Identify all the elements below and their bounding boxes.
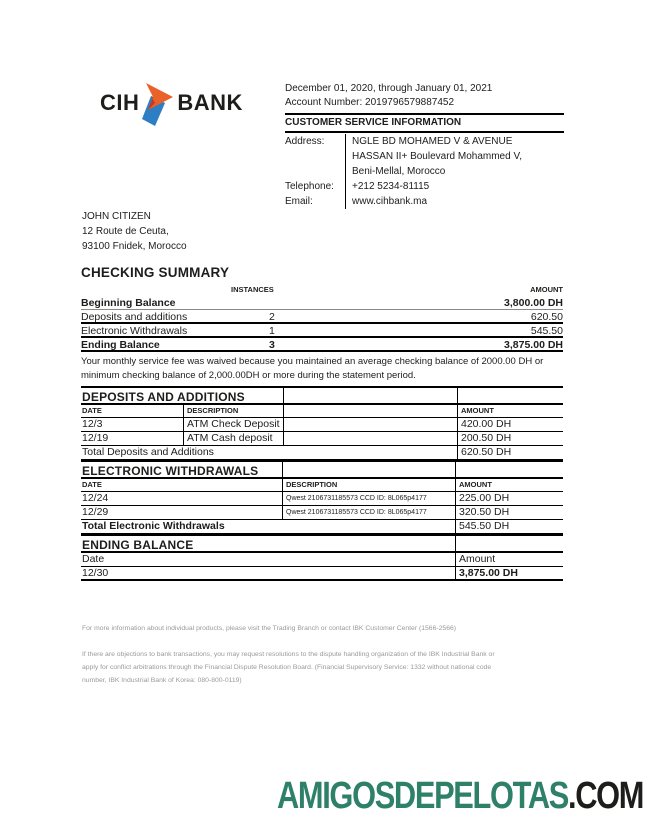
customer-service-title: CUSTOMER SERVICE INFORMATION: [285, 113, 564, 133]
total-label: Total Electronic Withdrawals: [82, 520, 225, 532]
statement-body: [81, 265, 563, 581]
deposits-table-row: [81, 418, 563, 432]
row-amount: 545.50: [530, 325, 563, 337]
transaction-description: ATM Check Deposit: [183, 418, 283, 431]
total-amount: 620.50 DH: [457, 446, 563, 459]
spacer: [283, 432, 457, 445]
logo-cih-text: CIH: [100, 90, 140, 115]
spacer: [455, 462, 563, 480]
email-value: www.cihbank.ma: [352, 196, 428, 207]
summary-row-beginning-balance: [81, 296, 563, 310]
withdrawals-table-row: [81, 506, 563, 520]
withdrawals-total-row: [81, 520, 563, 534]
watermark: [277, 774, 643, 817]
withdrawals-section-title: ELECTRONIC WITHDRAWALS: [82, 464, 259, 478]
address-line-2: HASSAN II+ Boulevard Mohammed V,: [352, 151, 522, 162]
spacer: [283, 388, 457, 406]
summary-row-ending-balance: [81, 338, 563, 352]
service-labels: [285, 134, 345, 209]
transaction-date: 12/19: [82, 432, 109, 444]
amount-column-header: AMOUNT: [457, 405, 563, 417]
withdrawals-table-row: [81, 492, 563, 506]
address-line-3: Beni-Mellal, Morocco: [352, 166, 446, 177]
logo-arrow-icon: [142, 82, 174, 133]
footer-note-1: For more information about individual products, please visit the Trading Branch or contact IBK Customer Center (1566-2566): [82, 625, 457, 632]
row-instances: 2: [269, 311, 275, 323]
spacer: [283, 405, 457, 417]
ending-balance-row: [81, 567, 563, 581]
row-label: Electronic Withdrawals: [81, 325, 188, 337]
spacer: [283, 418, 457, 431]
withdrawals-section-title-row: [81, 460, 563, 479]
statement-header: [285, 82, 564, 209]
customer-service-table: [285, 134, 564, 209]
description-column-header: DESCRIPTION: [183, 405, 283, 417]
deposits-header-row: [81, 405, 563, 418]
transaction-amount: 320.50 DH: [455, 506, 563, 519]
account-number: Account Number: 2019796579887452: [285, 97, 455, 108]
watermark-green-text: AMIGOSDEPELOTAS: [276, 774, 568, 817]
date-column-header: Date: [82, 553, 105, 565]
amount-column-header: AMOUNT: [530, 285, 563, 294]
deposits-section-title-row: [81, 386, 563, 405]
transaction-amount: 225.00 DH: [455, 492, 563, 505]
amount-column-header: AMOUNT: [455, 479, 563, 491]
service-values: [345, 134, 564, 209]
row-label: Ending Balance: [81, 339, 160, 351]
summary-header-row: [81, 283, 563, 296]
customer-address-line-2: 93100 Fnidek, Morocco: [82, 241, 187, 252]
footer-note-2: If there are objections to bank transactions, you may request resolutions to the dispute handling organization of the IBK Industrial Bank or apply for conflict arbitrations through the Financial Dispute Resolution Board. (Financial Supervisory Service: 1332 without national code number, IBK Industrial Bank of Korea: 080-800-0119): [82, 651, 495, 684]
spacer: [455, 536, 563, 554]
deposits-total-row: [81, 446, 563, 460]
footer-disclaimers: [82, 622, 500, 687]
date-column-header: DATE: [82, 480, 102, 489]
email-label: Email:: [285, 196, 313, 207]
ending-balance-header-row: [81, 553, 563, 567]
spacer: [285, 149, 345, 164]
transaction-amount: 200.50 DH: [457, 432, 563, 445]
description-column-header: DESCRIPTION: [282, 479, 455, 491]
customer-address-line-1: 12 Route de Ceuta,: [82, 226, 169, 237]
row-label: Deposits and additions: [81, 311, 188, 323]
total-label: Total Deposits and Additions: [82, 446, 214, 458]
address-label: Address:: [285, 136, 325, 147]
row-label: Beginning Balance: [81, 297, 176, 309]
date-column-header: DATE: [82, 406, 102, 415]
spacer: [282, 462, 455, 480]
transaction-description: Qwest 2106731185573 CCD ID: 8L065p4177: [282, 492, 455, 505]
watermark-dark-text: .COM: [567, 774, 643, 817]
ending-balance-section-title: ENDING BALANCE: [82, 538, 194, 552]
row-amount: 620.50: [530, 311, 563, 323]
transaction-date: 12/24: [82, 492, 109, 504]
transaction-date: 12/3: [82, 418, 103, 430]
ending-amount: 3,875.00 DH: [455, 567, 563, 579]
row-amount: 3,800.00 DH: [504, 297, 563, 309]
spacer: [285, 164, 345, 179]
row-instances: 3: [269, 339, 275, 351]
instances-column-header: INSTANCES: [231, 285, 274, 294]
total-amount: 545.50 DH: [455, 520, 563, 533]
deposits-table-row: [81, 432, 563, 446]
address-line-1: NGLE BD MOHAMED V & AVENUE: [352, 136, 513, 147]
statement-period: December 01, 2020, through January 01, 2021: [285, 83, 493, 94]
spacer: [457, 388, 563, 406]
bank-logo: [100, 80, 243, 133]
customer-name: JOHN CITIZEN: [82, 211, 151, 222]
checking-summary-title: CHECKING SUMMARY: [81, 265, 230, 280]
service-fee-note: Your monthly service fee was waived because you maintained an average checking balance of 2000.00 DH or minimum checking balance of 2,000.00DH or more during the statement period.: [81, 356, 544, 381]
row-instances: [231, 296, 361, 310]
transaction-description: Qwest 2106731185573 CCD ID: 8L065p4177: [282, 506, 455, 519]
row-amount: 3,875.00 DH: [504, 339, 563, 351]
withdrawals-header-row: [81, 479, 563, 492]
logo-bank-text: BANK: [177, 90, 243, 115]
telephone-label: Telephone:: [285, 181, 334, 192]
transaction-date: 12/29: [82, 506, 109, 518]
summary-row-deposits: [81, 310, 563, 324]
ending-date: 12/30: [82, 567, 109, 579]
amount-column-header: Amount: [455, 553, 563, 566]
customer-address-block: [82, 209, 187, 254]
ending-balance-section-title-row: [81, 534, 563, 553]
row-instances: 1: [269, 325, 275, 337]
transaction-description: ATM Cash deposit: [183, 432, 283, 445]
telephone-value: +212 5234-81115: [352, 181, 430, 192]
summary-row-withdrawals: [81, 324, 563, 338]
deposits-section-title: DEPOSITS AND ADDITIONS: [82, 390, 245, 404]
transaction-amount: 420.00 DH: [457, 418, 563, 431]
spacer: [81, 283, 231, 296]
